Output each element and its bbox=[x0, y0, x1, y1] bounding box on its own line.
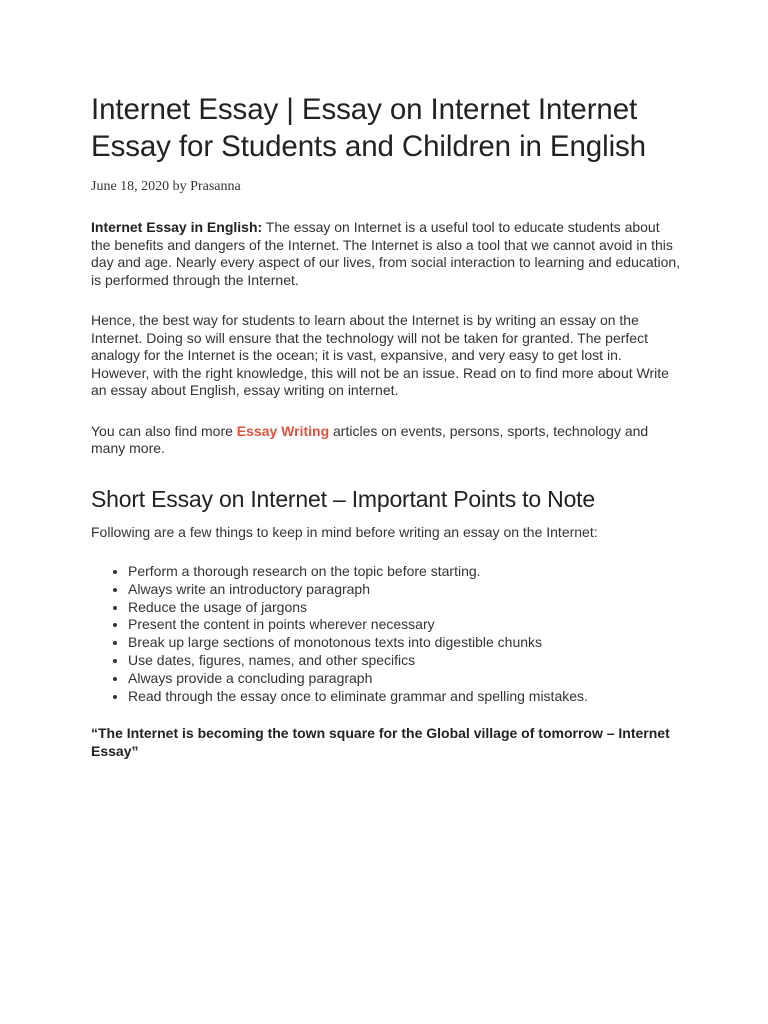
list-item: • Always provide a concluding paragraph bbox=[128, 670, 681, 688]
list-item: • Use dates, figures, names, and other specifics bbox=[128, 652, 681, 670]
list-item: • Perform a thorough research on the topic before starting. bbox=[128, 563, 681, 581]
byline: June 18, 2020 by Prasanna bbox=[91, 179, 241, 194]
paragraph-more bbox=[91, 423, 681, 458]
essay-writing-link[interactable]: Essay Writing bbox=[236, 422, 330, 439]
list-item: • Reduce the usage of jargons bbox=[128, 599, 681, 617]
paragraph-lead: Internet Essay in English: bbox=[91, 219, 263, 235]
page-title: Internet Essay | Essay on Internet Internet Essay for Students and Children in English bbox=[91, 93, 646, 163]
section-heading: Short Essay on Internet – Important Points to Note bbox=[91, 485, 595, 512]
list-item: • Always write an introductory paragraph bbox=[128, 581, 681, 599]
points-list bbox=[91, 563, 681, 705]
list-item: • Present the content in points wherever necessary bbox=[128, 616, 681, 634]
paragraph-intro-text: The essay on Internet is a useful tool to educate students about the benefits and dangers of the Internet. The Internet is also a tool that we cannot avoid in this day and age. Nearly every aspect of our lives, from social interaction to learning and education, is performed through the Internet. bbox=[91, 219, 681, 288]
paragraph-more-before: You can also find more bbox=[91, 422, 237, 439]
section-intro: Following are a few things to keep in mind before writing an essay on the Internet: bbox=[91, 523, 598, 540]
paragraph-intro bbox=[91, 219, 681, 289]
article bbox=[91, 91, 681, 760]
paragraph-more-after: articles on events, persons, sports, technology and many more. bbox=[91, 422, 649, 456]
list-item: • Break up large sections of monotonous texts into digestible chunks bbox=[128, 634, 681, 652]
pull-quote: “The Internet is becoming the town square for the Global village of tomorrow – Internet Essay” bbox=[91, 725, 670, 760]
paragraph-analogy: Hence, the best way for students to learn about the Internet is by writing an essay on the Internet. Doing so will ensure that the technology will not be taken for granted. The perfect analogy for the Internet is the ocean; it is vast, expansive, and very easy to get lost in. However, with the right knowledge, this will not be an issue. Read on to find more about Write an essay about English, essay writing on internet. bbox=[91, 312, 669, 398]
list-item: • Read through the essay once to eliminate grammar and spelling mistakes. bbox=[128, 688, 681, 706]
